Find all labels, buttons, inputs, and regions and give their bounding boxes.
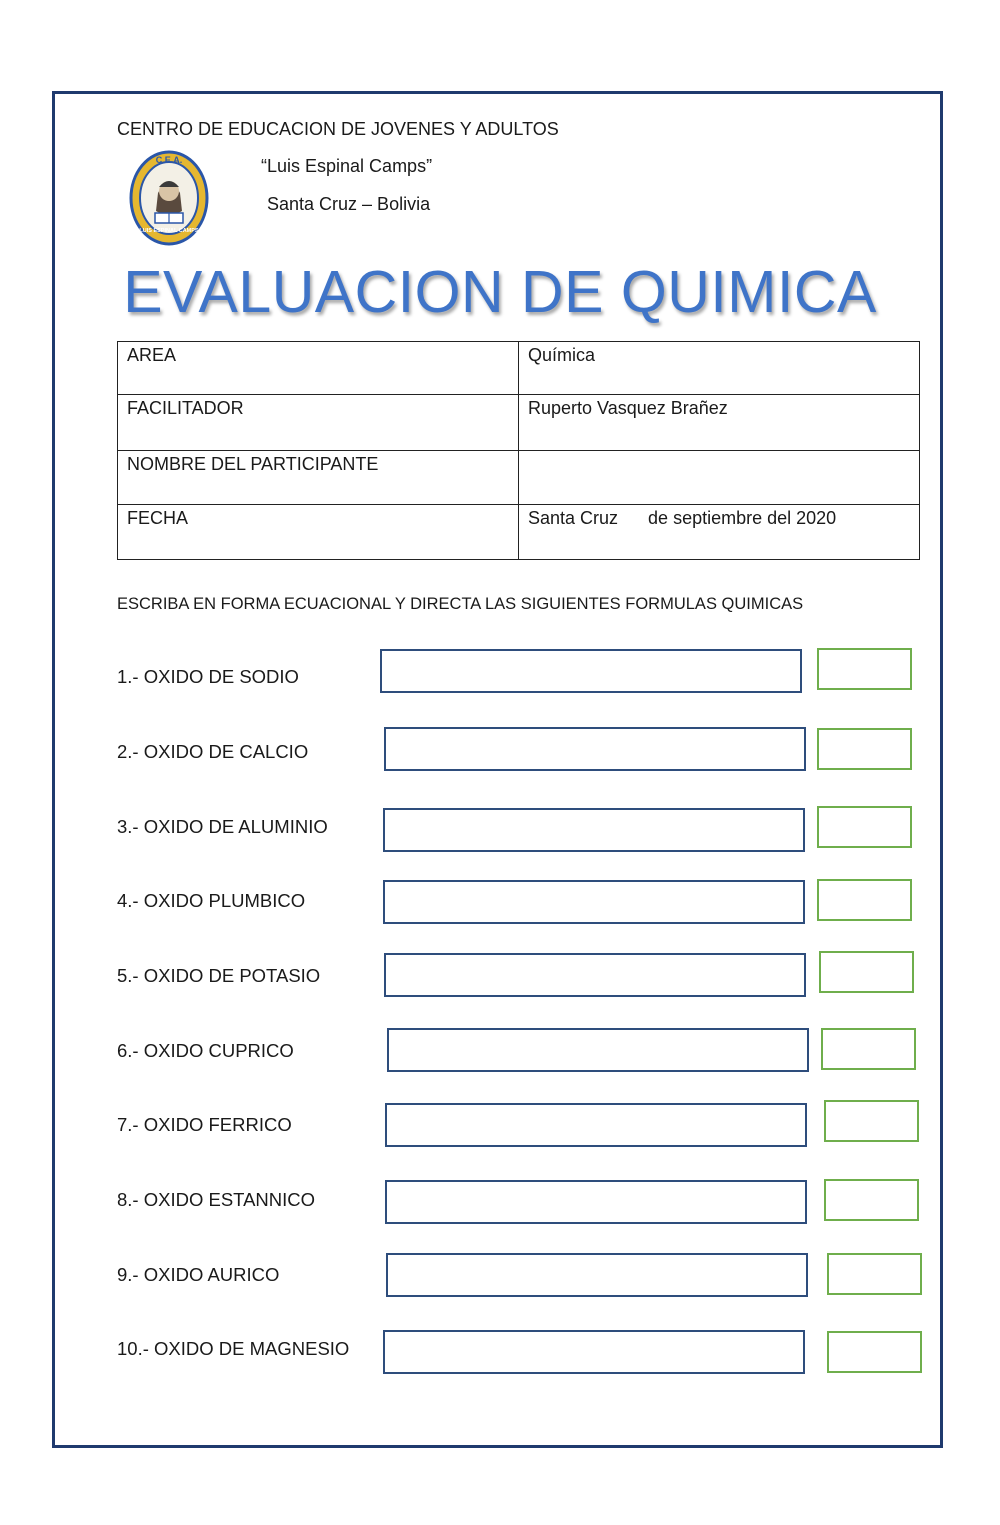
formula-input[interactable] — [817, 728, 912, 770]
question-label: 6.- OXIDO CUPRICO — [117, 1040, 294, 1061]
info-label-participant: NOMBRE DEL PARTICIPANTE — [118, 451, 519, 505]
question-label: 7.- OXIDO FERRICO — [117, 1114, 292, 1135]
answer-input[interactable] — [383, 880, 805, 924]
formula-input[interactable] — [824, 1179, 919, 1221]
instructions-text: ESCRIBA EN FORMA ECUACIONAL Y DIRECTA LAS SIGUIENTES FORMULAS QUIMICAS — [117, 595, 804, 613]
formula-input[interactable] — [817, 879, 912, 921]
answer-input[interactable] — [384, 953, 806, 997]
formula-input[interactable] — [827, 1253, 922, 1295]
logo-ring-text: LUIS ESPINAL CAMPS — [139, 228, 199, 234]
school-logo — [128, 149, 210, 247]
answer-input[interactable] — [387, 1028, 809, 1072]
formula-input[interactable] — [819, 951, 914, 993]
question-label: 1.- OXIDO DE SODIO — [117, 666, 299, 687]
question-label: 8.- OXIDO ESTANNICO — [117, 1189, 316, 1210]
answer-input[interactable] — [383, 808, 805, 852]
formula-input[interactable] — [827, 1331, 922, 1373]
school-location: Santa Cruz – Bolivia — [267, 194, 431, 214]
answer-input[interactable] — [385, 1180, 807, 1224]
formula-input[interactable] — [817, 648, 912, 690]
formula-input[interactable] — [817, 806, 912, 848]
formula-input[interactable] — [821, 1028, 916, 1070]
participant-name-field[interactable] — [519, 451, 920, 505]
info-row-facilitator — [118, 395, 920, 451]
info-row-participant — [118, 451, 920, 505]
answer-input[interactable] — [386, 1253, 808, 1297]
question-label: 4.- OXIDO PLUMBICO — [117, 890, 306, 911]
answer-input[interactable] — [384, 727, 806, 771]
answer-input[interactable] — [385, 1103, 807, 1147]
info-label-date: FECHA — [118, 505, 519, 560]
info-value-facilitator: Ruperto Vasquez Brañez — [519, 395, 920, 451]
question-label: 10.- OXIDO DE MAGNESIO — [117, 1338, 350, 1359]
school-name: “Luis Espinal Camps” — [261, 156, 433, 176]
question-label: 9.- OXIDO AURICO — [117, 1264, 280, 1285]
page-title: EVALUACION DE QUIMICA — [123, 259, 877, 325]
question-label: 2.- OXIDO DE CALCIO — [117, 741, 309, 762]
info-label-area: AREA — [118, 342, 519, 395]
institution-name: CENTRO DE EDUCACION DE JOVENES Y ADULTOS — [117, 119, 559, 139]
info-value-date: Santa Cruz de septiembre del 2020 — [519, 505, 920, 560]
question-label: 3.- OXIDO DE ALUMINIO — [117, 816, 328, 837]
info-label-facilitator: FACILITADOR — [118, 395, 519, 451]
question-label: 5.- OXIDO DE POTASIO — [117, 965, 321, 986]
info-table — [117, 341, 920, 560]
answer-input[interactable] — [383, 1330, 805, 1374]
logo-top-text: C.E.A. — [155, 155, 183, 165]
info-row-date — [118, 505, 920, 560]
formula-input[interactable] — [824, 1100, 919, 1142]
info-row-area — [118, 342, 920, 395]
answer-input[interactable] — [380, 649, 802, 693]
info-value-area: Química — [519, 342, 920, 395]
